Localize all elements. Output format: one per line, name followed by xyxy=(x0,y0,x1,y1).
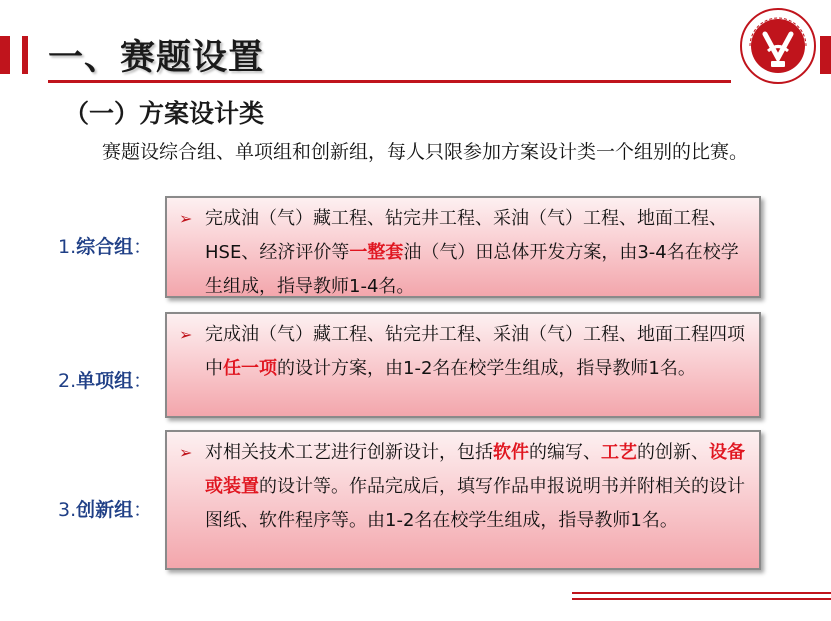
group-box-innovation xyxy=(165,430,761,570)
group-number: 2. xyxy=(58,370,77,392)
section-subtitle: （一）方案设计类 xyxy=(64,99,265,128)
description-text: 的设计方案，由1-2名在校学生组成，指导教师1名。 xyxy=(277,358,696,379)
footer-rule xyxy=(572,592,831,594)
highlight-text: 设备或装置 xyxy=(205,442,745,497)
footer-rule-2 xyxy=(572,598,831,600)
title-underline xyxy=(48,80,731,83)
highlight-text: 任一项 xyxy=(223,358,277,379)
group-label-innovation xyxy=(58,495,152,522)
intro-paragraph: 赛题设综合组、单项组和创新组，每人只限参加方案设计类一个组别的比赛。 xyxy=(102,141,749,163)
highlight-text: 一整套 xyxy=(349,242,404,263)
description-text: 的创新、 xyxy=(637,442,709,463)
group-box-comprehensive xyxy=(165,196,761,298)
description-text: 油（气）田总体开发方案，由3-4名在校学生组成，指导教师1-4名。 xyxy=(205,242,739,297)
description-text: 的设计等。作品完成后，填写作品申报说明书并附相关的设计图纸、软件程序等。由1-2名在校学生组成，指导教师1名。 xyxy=(205,476,745,531)
group-box-single xyxy=(165,312,761,418)
group-name: 单项组 xyxy=(76,370,134,392)
description-text: 对相关技术工艺进行创新设计，包括 xyxy=(205,442,493,463)
group-description xyxy=(205,324,745,379)
description-text: 完成油（气）藏工程、钻完井工程、采油（气）工程、地面工程、HSE、经济评价等 xyxy=(205,208,727,263)
group-description xyxy=(205,442,745,531)
highlight-text: 工艺 xyxy=(601,442,637,463)
group-label-single xyxy=(58,366,152,393)
arrow-bullet-icon: ➢ xyxy=(179,209,193,228)
group-number: 1. xyxy=(58,236,77,258)
group-colon: ： xyxy=(133,236,153,258)
left-accent-bar-thin xyxy=(22,36,28,74)
arrow-bullet-icon: ➢ xyxy=(179,443,193,462)
arrow-bullet-icon: ➢ xyxy=(179,325,193,344)
page-title: 一、赛题设置 xyxy=(48,38,265,78)
university-seal-logo xyxy=(738,6,818,86)
group-name: 创新组 xyxy=(76,499,134,521)
group-colon: ： xyxy=(133,499,153,521)
group-name: 综合组 xyxy=(76,236,134,258)
description-text: 完成油（气）藏工程、钻完井工程、采油（气）工程、地面工程四项中 xyxy=(205,324,745,379)
group-description xyxy=(205,208,739,297)
right-accent-bar xyxy=(820,36,831,74)
group-colon: ： xyxy=(133,370,153,392)
description-text: 的编写、 xyxy=(529,442,601,463)
group-number: 3. xyxy=(58,499,77,521)
highlight-text: 软件 xyxy=(493,442,529,463)
left-accent-bar xyxy=(0,36,10,74)
group-label-comprehensive xyxy=(58,232,152,259)
